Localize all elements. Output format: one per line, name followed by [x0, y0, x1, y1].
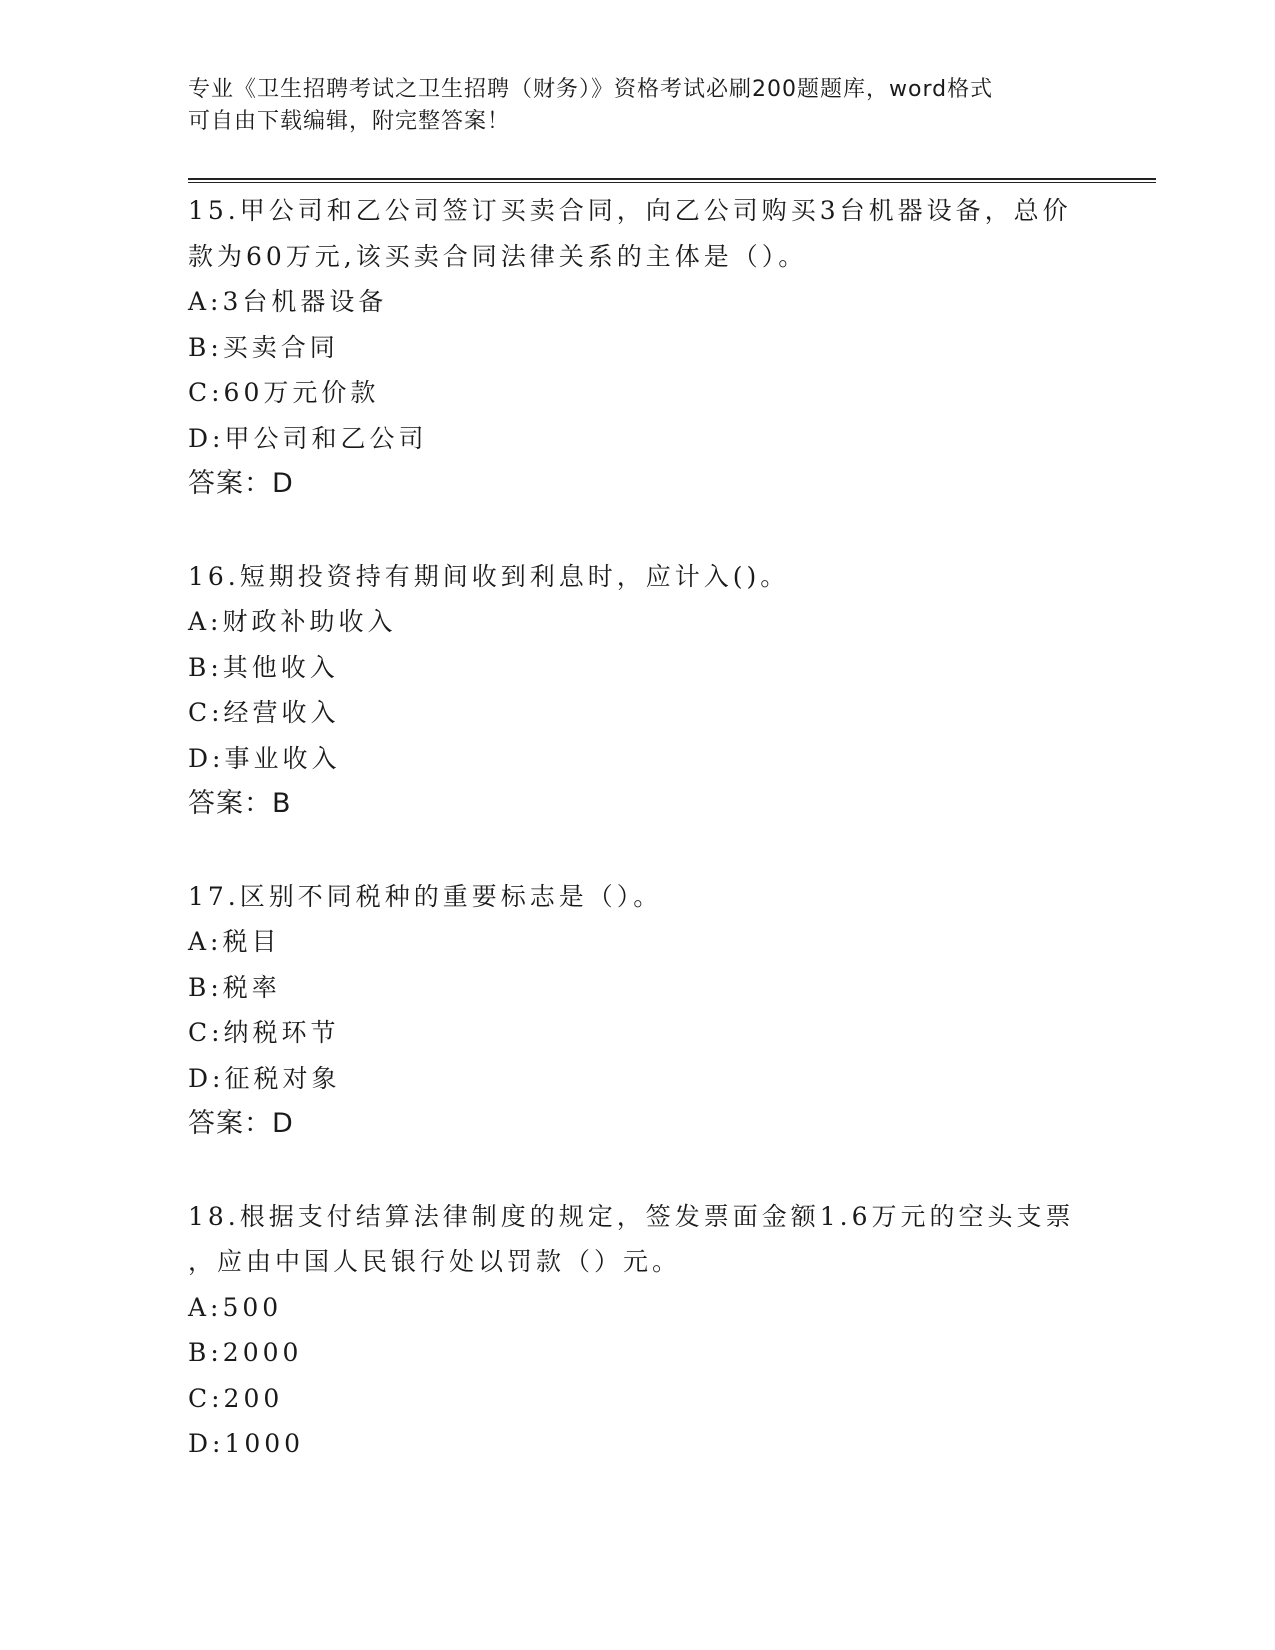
- answer: 答案：D: [188, 1108, 294, 1139]
- option-c: C:200: [188, 1383, 284, 1413]
- option-c: C:纳税环节: [188, 1018, 340, 1047]
- answer: 答案：D: [188, 468, 294, 499]
- question-18: [188, 1194, 1088, 1467]
- question-list: [188, 188, 1088, 1514]
- option-b: B:买卖合同: [188, 332, 339, 362]
- question-stem: 17.区别不同税种的重要标志是（）。: [188, 881, 663, 911]
- question-stem: 款为60万元,该买卖合同法律关系的主体是（）。: [188, 241, 808, 271]
- option-b: B:2000: [188, 1338, 303, 1367]
- option-a: A:3台机器设备: [188, 287, 388, 316]
- question-15: [188, 188, 1088, 507]
- option-d: D:1000: [188, 1429, 305, 1458]
- question-stem: 16.短期投资持有期间收到利息时，应计入()。: [188, 561, 790, 591]
- option-b: B:税率: [188, 972, 281, 1002]
- question-stem: 18.根据支付结算法律制度的规定，签发票面金额1.6万元的空头支票: [188, 1201, 1075, 1231]
- option-a: A:税目: [188, 927, 281, 956]
- question-stem: 15.甲公司和乙公司签订买卖合同，向乙公司购买3台机器设备，总价: [188, 196, 1072, 225]
- question-stem: ，应由中国人民银行处以罚款（）元。: [188, 1247, 682, 1276]
- document-header: [188, 74, 1088, 138]
- option-c: C:60万元价款: [188, 378, 380, 407]
- option-b: B:其他收入: [188, 652, 339, 682]
- header-line-2: 可自由下载编辑，附完整答案！: [188, 109, 511, 134]
- question-16: [188, 554, 1088, 827]
- option-a: A:财政补助收入: [188, 607, 397, 636]
- question-17: [188, 874, 1088, 1147]
- header-line-1: 专业《卫生招聘考试之卫生招聘（财务）》资格考试必刷200题题库，word格式: [188, 77, 994, 102]
- option-c: C:经营收入: [188, 698, 340, 727]
- header-divider: [188, 178, 1156, 183]
- option-d: D:甲公司和乙公司: [188, 423, 428, 453]
- answer: 答案：B: [188, 788, 292, 819]
- option-d: D:事业收入: [188, 743, 341, 773]
- option-a: A:500: [188, 1292, 283, 1322]
- option-d: D:征税对象: [188, 1063, 341, 1093]
